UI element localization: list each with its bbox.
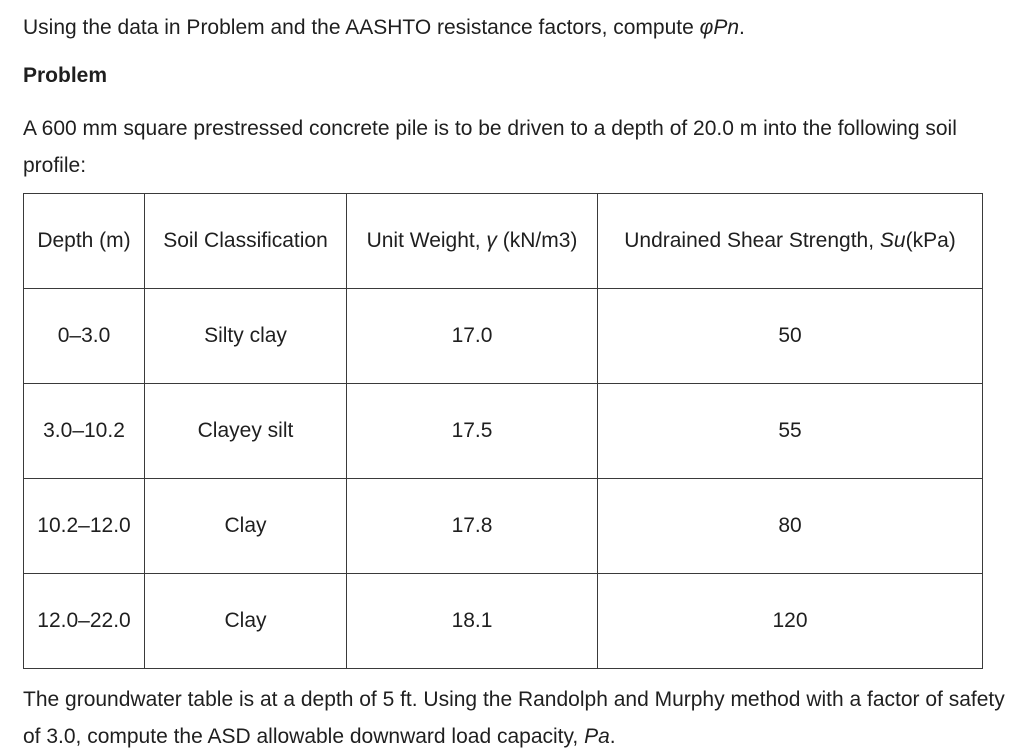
footer-text: The groundwater table is at a depth of 5 ft. Using the Randolph and Murphy method with a factor of safety of 3.0, compute the ASD allowable downward load capacity,: [23, 688, 1005, 748]
intro-text: Using the data in Problem and the AASHTO resistance factors, compute: [23, 16, 700, 39]
cell-unit-weight: 17.0: [347, 289, 598, 384]
cell-shear-strength: 50: [598, 289, 983, 384]
cell-shear-strength: 120: [598, 574, 983, 669]
header-shear-symbol: Su: [879, 229, 906, 252]
cell-depth: 10.2–12.0: [24, 479, 145, 574]
table-row: [24, 384, 983, 479]
header-shear-suffix: (kPa): [905, 229, 956, 252]
cell-classification: Clayey silt: [145, 384, 347, 479]
header-shear-strength: [598, 194, 983, 289]
header-shear-prefix: Undrained Shear Strength,: [624, 229, 880, 252]
cell-depth: 3.0–10.2: [24, 384, 145, 479]
cell-shear-strength: 55: [598, 384, 983, 479]
header-unit-weight-suffix: (kN/m3): [496, 229, 578, 252]
cell-depth: 12.0–22.0: [24, 574, 145, 669]
header-unit-weight: [347, 194, 598, 289]
problem-heading: Problem: [23, 64, 108, 87]
header-classification: Soil Classification: [145, 194, 347, 289]
footer-period: .: [609, 725, 616, 748]
groundwater-paragraph: [23, 681, 1018, 755]
cell-classification: Silty clay: [145, 289, 347, 384]
header-unit-weight-prefix: Unit Weight,: [366, 229, 487, 252]
footer-symbol: Pa: [584, 725, 610, 748]
problem-statement: A 600 mm square prestressed concrete pile is to be driven to a depth of 20.0 m into the following soil profile:: [23, 117, 957, 177]
intro-period: .: [739, 16, 745, 39]
intro-line: [23, 13, 745, 43]
table-header-row: [24, 194, 983, 289]
table-row: [24, 289, 983, 384]
cell-depth: 0–3.0: [24, 289, 145, 384]
table-row: [24, 574, 983, 669]
cell-shear-strength: 80: [598, 479, 983, 574]
cell-classification: Clay: [145, 479, 347, 574]
cell-classification: Clay: [145, 574, 347, 669]
table-row: [24, 479, 983, 574]
cell-unit-weight: 18.1: [347, 574, 598, 669]
header-unit-weight-symbol: γ: [486, 229, 497, 252]
cell-unit-weight: 17.8: [347, 479, 598, 574]
cell-unit-weight: 17.5: [347, 384, 598, 479]
soil-profile-table: [23, 193, 983, 669]
header-depth: Depth (m): [24, 194, 145, 289]
intro-symbol: φPn: [699, 16, 740, 39]
